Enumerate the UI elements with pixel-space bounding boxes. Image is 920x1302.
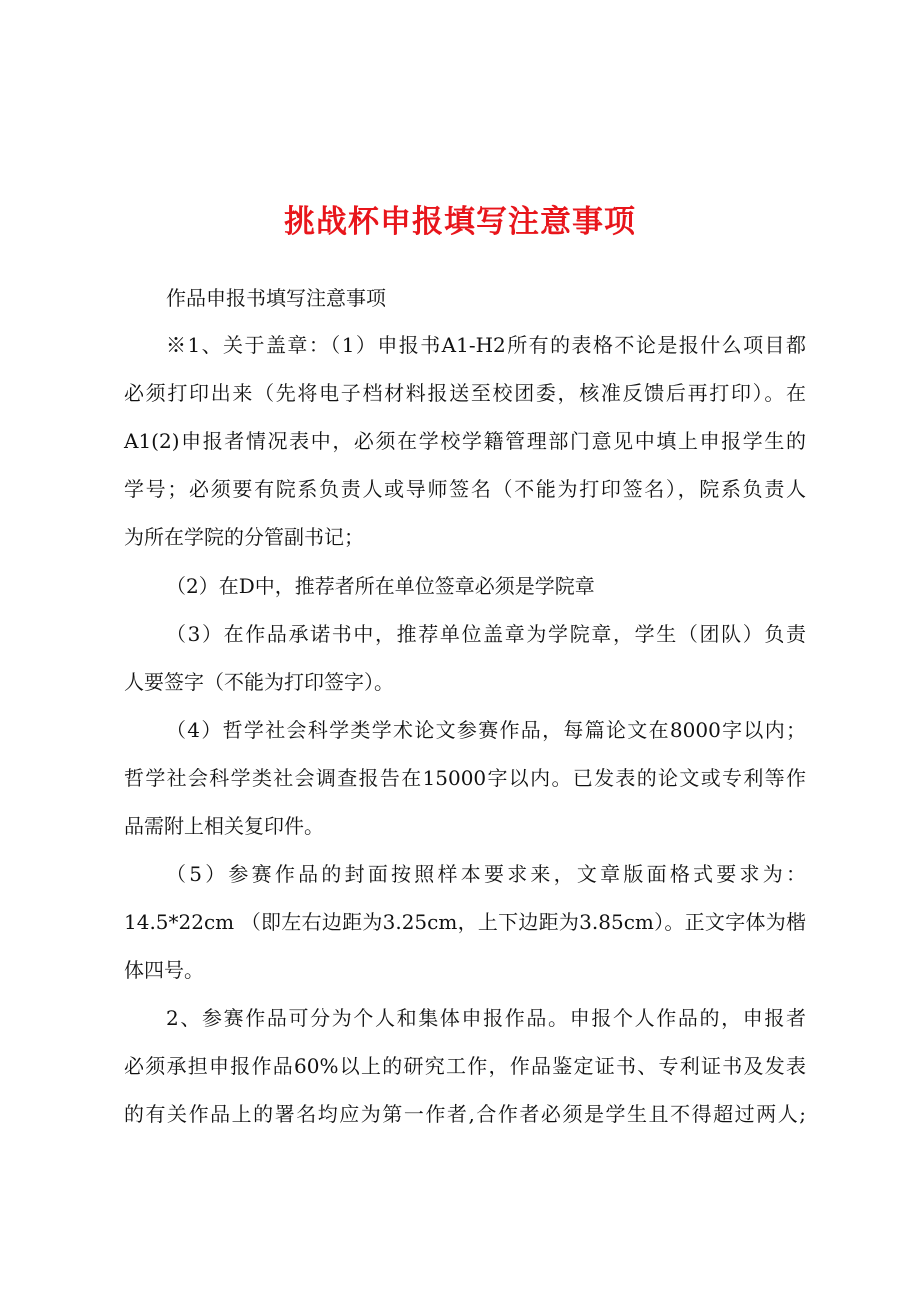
text-line: （3）在作品承诺书中，推荐单位盖章为学院章，学生（团队）负责: [166, 622, 806, 646]
text-line: 学号；必须要有院系负责人或导师签名（不能为打印签名），院系负责人: [124, 477, 806, 501]
text-line: 品需附上相关复印件。: [124, 814, 324, 838]
text-line: （4）哲学社会科学类学术论文参赛作品，每篇论文在8000字以内；: [166, 718, 806, 742]
text-line: 的有关作品上的署名均应为第一作者,合作者必须是学生且不得超过两人;: [124, 1102, 806, 1126]
text-line: 哲学社会科学类社会调查报告在15000字以内。已发表的论文或专利等作: [124, 766, 806, 790]
document-title: 挑战杯申报填写注意事项: [284, 204, 636, 240]
text-line: 必须承担申报作品60%以上的研究工作，作品鉴定证书、专利证书及发表: [124, 1054, 806, 1078]
section-heading: 作品申报书填写注意事项: [166, 286, 386, 310]
text-line: 14.5*22cm （即左右边距为3.25cm，上下边距为3.85cm）。正文字体为楷: [124, 910, 806, 934]
text-line: 2、参赛作品可分为个人和集体申报作品。申报个人作品的，申报者: [166, 1006, 806, 1030]
text-line: A1(2)申报者情况表中，必须在学校学籍管理部门意见中填上申报学生的: [124, 429, 806, 453]
text-line: （5）参赛作品的封面按照样本要求来，文章版面格式要求为：: [166, 862, 806, 886]
text-line: ※1、关于盖章：（1）申报书A1-H2所有的表格不论是报什么项目都: [166, 333, 806, 357]
text-line: （2）在D中，推荐者所在单位签章必须是学院章: [166, 574, 595, 598]
text-line: 为所在学院的分管副书记；: [124, 525, 364, 549]
text-line: 人要签字（不能为打印签字）。: [124, 670, 394, 694]
text-line: 体四号。: [124, 958, 204, 982]
text-line: 必须打印出来（先将电子档材料报送至校团委，核准反馈后再打印）。在: [124, 381, 806, 405]
